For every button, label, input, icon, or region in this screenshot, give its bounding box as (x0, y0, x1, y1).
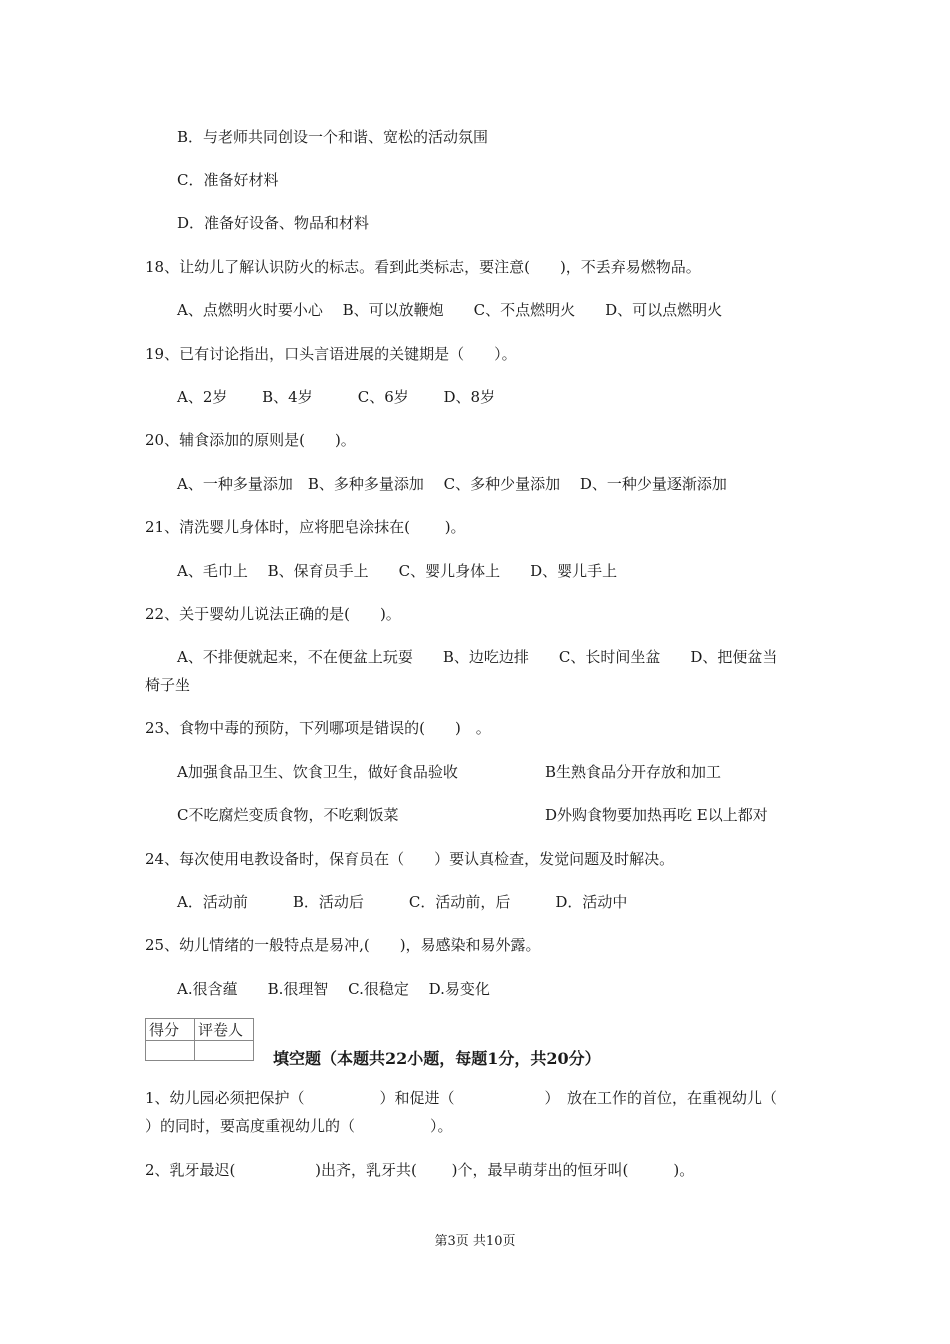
question-23-option-d: D外购食物要加热再吃 E以上都对 (545, 806, 768, 824)
question-23-option-a: A加强食品卫生、饮食卫生，做好食品验收 (177, 763, 458, 781)
question-19-options: A、2岁 B、4岁 C、6岁 D、8岁 (177, 388, 496, 406)
section-title: 填空题（本题共22小题，每题1分，共20分） (273, 1049, 601, 1068)
question-19: 19、已有讨论指出，口头言语进展的关键期是（ ）。 (145, 345, 517, 363)
question-22: 22、关于婴幼儿说法正确的是( )。 (145, 605, 401, 623)
question-23-option-c: C不吃腐烂变质食物，不吃剩饭菜 (177, 806, 399, 824)
page-footer: 第3页 共10页 (434, 1234, 516, 1249)
question-25: 25、幼儿情绪的一般特点是易冲,( )，易感染和易外露。 (145, 936, 541, 954)
line-b: B．与老师共同创设一个和谐、宽松的活动氛围 (177, 128, 489, 146)
score-cell (146, 1041, 195, 1061)
question-25-options: A.很含蕴 B.很理智 C.很稳定 D.易变化 (177, 980, 490, 998)
line-d: D．准备好设备、物品和材料 (177, 214, 370, 232)
fill-question-1-cont: ）的同时，要高度重视幼儿的（ ）。 (145, 1117, 453, 1135)
question-21-options: A、毛巾上 B、保育员手上 C、婴儿身体上 D、婴儿手上 (177, 562, 618, 580)
reviewer-label: 评卷人 (195, 1019, 254, 1041)
fill-question-1: 1、幼儿园必须把保护（ ）和促进（ ） 放在工作的首位，在重视幼儿（ (145, 1089, 778, 1107)
question-22-options: A、不排便就起来，不在便盆上玩耍 B、边吃边排 C、长时间坐盆 D、把便盆当 (177, 648, 778, 666)
score-box (145, 1018, 254, 1061)
line-c: C．准备好材料 (177, 171, 279, 189)
question-21: 21、清洗婴儿身体时，应将肥皂涂抹在( )。 (145, 518, 466, 536)
score-label: 得分 (146, 1019, 195, 1041)
question-23-option-b: B生熟食品分开存放和加工 (545, 763, 722, 781)
question-20-options: A、一种多量添加 B、多种多量添加 C、多种少量添加 D、一种少量逐渐添加 (177, 475, 727, 493)
question-24: 24、每次使用电教设备时，保育员在（ ）要认真检查，发觉问题及时解决。 (145, 850, 675, 868)
question-24-options: A．活动前 B．活动后 C．活动前，后 D．活动中 (177, 893, 628, 911)
question-23: 23、食物中毒的预防，下列哪项是错误的( ) 。 (145, 719, 491, 737)
question-18-options: A、点燃明火时要小心 B、可以放鞭炮 C、不点燃明火 D、可以点燃明火 (177, 301, 723, 319)
question-18: 18、让幼儿了解认识防火的标志。看到此类标志，要注意( )，不丢弃易燃物品。 (145, 258, 701, 276)
question-22-options-cont: 椅子坐 (145, 676, 191, 694)
fill-question-2: 2、乳牙最迟( )出齐，乳牙共( )个，最早萌芽出的恒牙叫( )。 (145, 1161, 695, 1179)
reviewer-cell (195, 1041, 254, 1061)
question-20: 20、辅食添加的原则是( )。 (145, 431, 356, 449)
